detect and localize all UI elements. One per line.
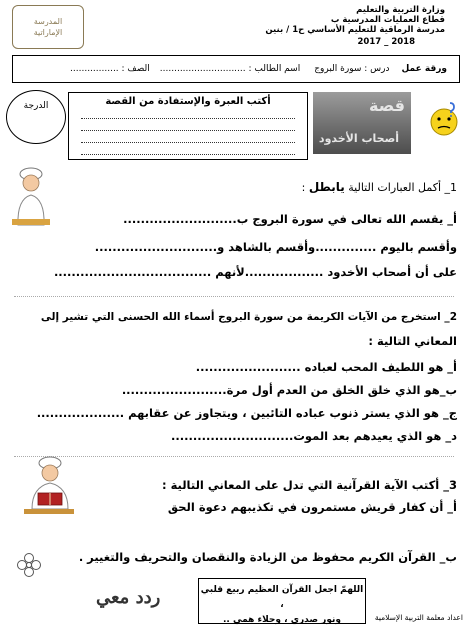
logo-text-line1: المدرسة	[33, 17, 63, 26]
grade-label: الدرجة	[23, 101, 49, 111]
header-year: 2017 _ 2018	[357, 37, 415, 47]
q3-item-b: ب_ القرآن الكريم محفوظ من الزيادة والنقصان والتحريف والتغيير .	[78, 550, 457, 564]
dua-box	[198, 578, 366, 624]
footer-credit: اعداد معلمة التربية الإسلامية	[374, 613, 463, 622]
story-photo	[313, 92, 411, 154]
dua-line1: اللهمّ اجعل القرآن العظيم ربيع قلبي ،	[200, 585, 364, 610]
divider	[14, 456, 454, 457]
worksheet-label: ورقة عمل	[401, 64, 447, 74]
praying-child-illustration	[10, 165, 52, 227]
student-info-bar	[12, 55, 460, 83]
answer-line[interactable]	[81, 107, 295, 119]
q3-heading: 3_ أكتب الآية القرآنية التي تدل على المعاني التالية :	[161, 478, 457, 492]
lesson-moral-box[interactable]	[68, 92, 308, 160]
grade-circle[interactable]	[6, 90, 66, 144]
lesson-label: درس : سورة البروج	[314, 64, 390, 74]
q2-heading-line1: 2_ استخرج من الآيات الكريمة من سورة البروج أسماء الله الحسنى التي تشير إلى	[40, 311, 457, 323]
q2-heading-line2: المعاني التالية :	[368, 334, 457, 348]
q3-item-a: أ_ أن كفار قريش مستمرون في تكذيبهم دعوة الحق	[167, 500, 457, 514]
lesson-box-title: أكتب العبرة والإستفادة من القصة	[105, 96, 271, 107]
q1-heading	[302, 180, 457, 194]
q1-item-a: أ_ يقسم الله تعالى في سورة البروج ب..........................	[123, 212, 457, 226]
photo-text-line2: أصحاب الأخدود	[318, 132, 399, 145]
student-name-field[interactable]: اسم الطالب : ..............................	[159, 64, 301, 74]
q2-item-b: ب_هو الذي خلق الخلق من العدم أول مرة........................	[121, 383, 457, 397]
header-ministry: وزارة التربية والتعليم	[356, 5, 445, 15]
q1-heading-end: :	[301, 181, 309, 194]
q1-item-b: وأقسم باليوم ..............وأقسم بالشاهد و............................	[94, 240, 457, 254]
school-logo	[12, 5, 84, 49]
photo-text-line1: قصة	[369, 96, 405, 115]
header-sector: قطاع العمليات المدرسية ب	[330, 15, 445, 25]
q2-item-c: ج_ هو الذي يستر ذنوب عباده التائبين ، ويتجاوز عن عقابهم ....................	[36, 406, 457, 420]
q1-item-c: على أن أصحاب الأخدود ..................لأنهم ....................................	[53, 265, 457, 279]
dua-line2: ونور صدري ، وجلاء همي ..	[223, 615, 341, 625]
flower-icon	[16, 552, 42, 578]
divider	[14, 296, 454, 297]
header-school: مدرسة الرماقية للتعليم الأساسي ح1 / بنين	[265, 25, 445, 35]
answer-line[interactable]	[81, 143, 295, 155]
class-field[interactable]: الصف : .................	[70, 64, 150, 74]
logo-text-line2: الإماراتية	[33, 28, 63, 37]
q1-heading-start: 1_ أكمل العبارات التالية	[344, 181, 457, 194]
q2-item-d: د_ هو الذي يعيدهم بعد الموت............................	[171, 429, 457, 443]
reading-child-illustration	[18, 455, 80, 517]
answer-line[interactable]	[81, 131, 295, 143]
repeat-with-me-signature: ردد معي	[96, 587, 161, 608]
q1-heading-emphasis: يابطل	[308, 180, 345, 194]
thinking-face-icon	[424, 100, 464, 140]
q2-item-a: أ_ هو اللطيف المحب لعباده ........................	[195, 360, 457, 374]
answer-line[interactable]	[81, 119, 295, 131]
